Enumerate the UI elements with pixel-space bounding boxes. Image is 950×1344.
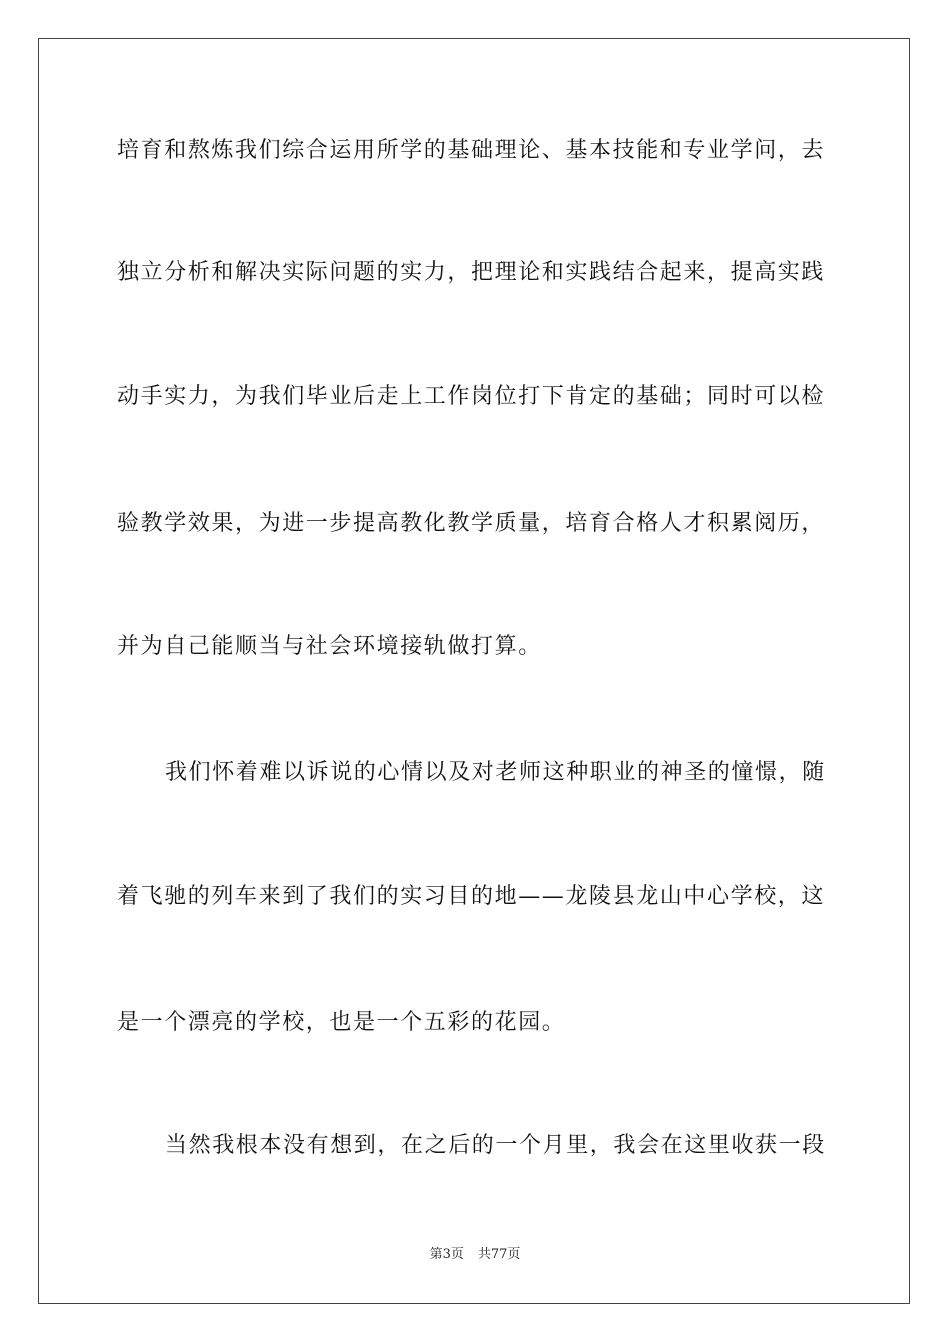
text-line-2: 独立分析和解决实际问题的实力，把理论和实践结合起来，提高实践 [117,260,826,285]
text-line-4: 验教学效果，为进一步提高教化教学质量，培育合格人才积累阅历， [117,511,826,536]
paragraph-2-line-2: 着飞驰的列车来到了我们的实习目的地——龙陵县龙山中心学校，这 [117,884,826,909]
text-line-5: 并为自己能顺当与社会环境接轨做打算。 [117,634,542,659]
page-border [38,38,910,1304]
text-line-3: 动手实力，为我们毕业后走上工作岗位打下肯定的基础；同时可以检 [117,384,826,409]
paragraph-2-line-1: 我们怀着难以诉说的心情以及对老师这种职业的神圣的憧憬，随 [165,760,826,785]
text-line-1: 培育和熬炼我们综合运用所学的基础理论、基本技能和专业学问，去 [117,138,826,163]
page-footer [0,1246,950,1264]
page-number: 第3页 [429,1247,464,1262]
page-total: 共77页 [477,1247,521,1262]
paragraph-2-line-3: 是一个漂亮的学校，也是一个五彩的花园。 [117,1010,566,1035]
paragraph-3-line-1: 当然我根本没有想到，在之后的一个月里，我会在这里收获一段 [165,1133,826,1158]
